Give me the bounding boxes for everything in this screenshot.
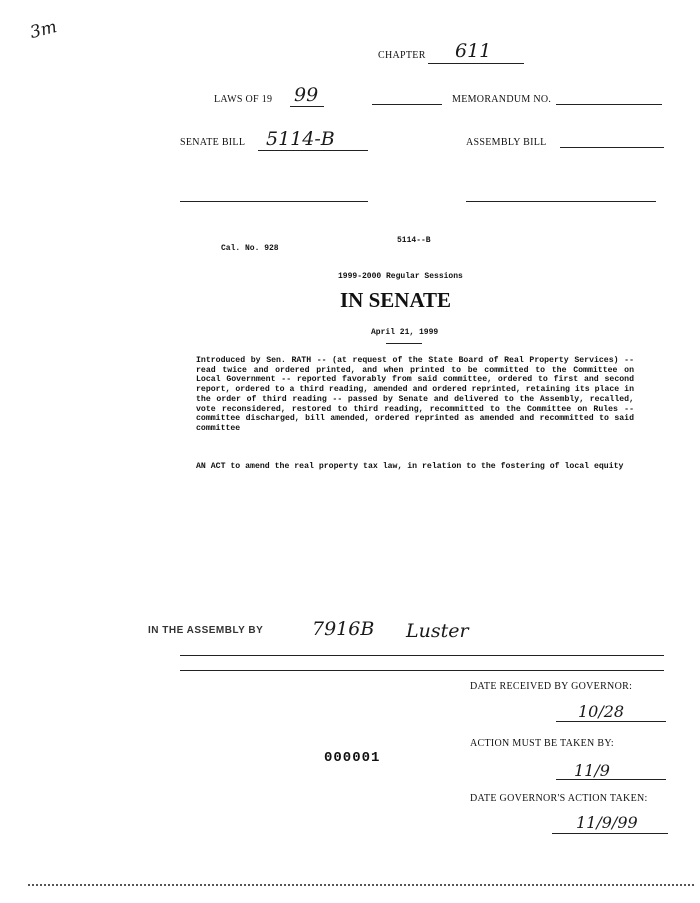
- chapter-value: 611: [455, 40, 492, 62]
- chapter-label: CHAPTER: [378, 50, 426, 61]
- date-taken-value: 11/9/99: [576, 813, 638, 832]
- memorandum-rule: [556, 104, 662, 105]
- action-rule: [556, 779, 666, 780]
- bottom-border: [28, 884, 694, 886]
- page-number: 000001: [324, 750, 381, 766]
- senate-bill-value: 5114-B: [266, 128, 335, 150]
- date-taken-label: DATE GOVERNOR'S ACTION TAKEN:: [470, 793, 648, 804]
- bill-number: 5114--B: [397, 236, 431, 245]
- assembly-label: IN THE ASSEMBLY BY: [148, 625, 264, 636]
- act-title: AN ACT to amend the real property tax law, in relation to the fostering of local equity: [196, 462, 624, 471]
- memorandum-label: MEMORANDUM NO.: [452, 94, 552, 105]
- laws-rule: [290, 106, 324, 107]
- date-rule: [386, 343, 422, 344]
- assembly-sponsor-handwritten: Luster: [406, 620, 469, 642]
- bill-date: April 21, 1999: [371, 328, 439, 337]
- chapter-rule: [428, 63, 524, 64]
- date-received-label: DATE RECEIVED BY GOVERNOR:: [470, 681, 633, 692]
- calendar-number: Cal. No. 928: [221, 244, 279, 253]
- laws-value: 99: [294, 84, 319, 106]
- action-value: 11/9: [574, 761, 610, 780]
- senate-bill-rule: [258, 150, 368, 151]
- chamber-title: IN SENATE: [340, 288, 452, 312]
- assembly-rule-2: [180, 670, 664, 671]
- senate-bill-label: SENATE BILL: [180, 137, 246, 148]
- laws-blank-rule: [372, 104, 442, 105]
- session-label: 1999-2000 Regular Sessions: [338, 272, 463, 281]
- action-label: ACTION MUST BE TAKEN BY:: [470, 738, 615, 749]
- blank-rule-left: [180, 201, 368, 202]
- margin-note: 3m: [27, 17, 59, 43]
- laws-label: LAWS OF 19: [214, 94, 273, 105]
- assembly-bill-handwritten: 7916B: [312, 618, 375, 640]
- assembly-bill-label: ASSEMBLY BILL: [466, 137, 547, 148]
- date-received-value: 10/28: [578, 702, 625, 721]
- assembly-bill-rule: [560, 147, 664, 148]
- blank-rule-right: [466, 201, 656, 202]
- date-taken-rule: [552, 833, 668, 834]
- assembly-rule-1: [180, 655, 664, 656]
- introduction-paragraph: Introduced by Sen. RATH -- (at request of the State Board of Real Property Services) -- read twice and ordered printed, and when printed to be committed to the Committee on Local Government -- reported favorably from said committee, ordered to first and second report, ordered to a third reading, amended and ordered reprinted, retaining its place in the order of third reading -- passed by Senate and delivered to the Assembly, recalled, vote reconsidered, restored to third reading, recommitted to the Committee on Rules -- committee discharged, bill amended, ordered reprinted as amended and recommitted to said committee: [196, 356, 634, 433]
- date-received-rule: [556, 721, 666, 722]
